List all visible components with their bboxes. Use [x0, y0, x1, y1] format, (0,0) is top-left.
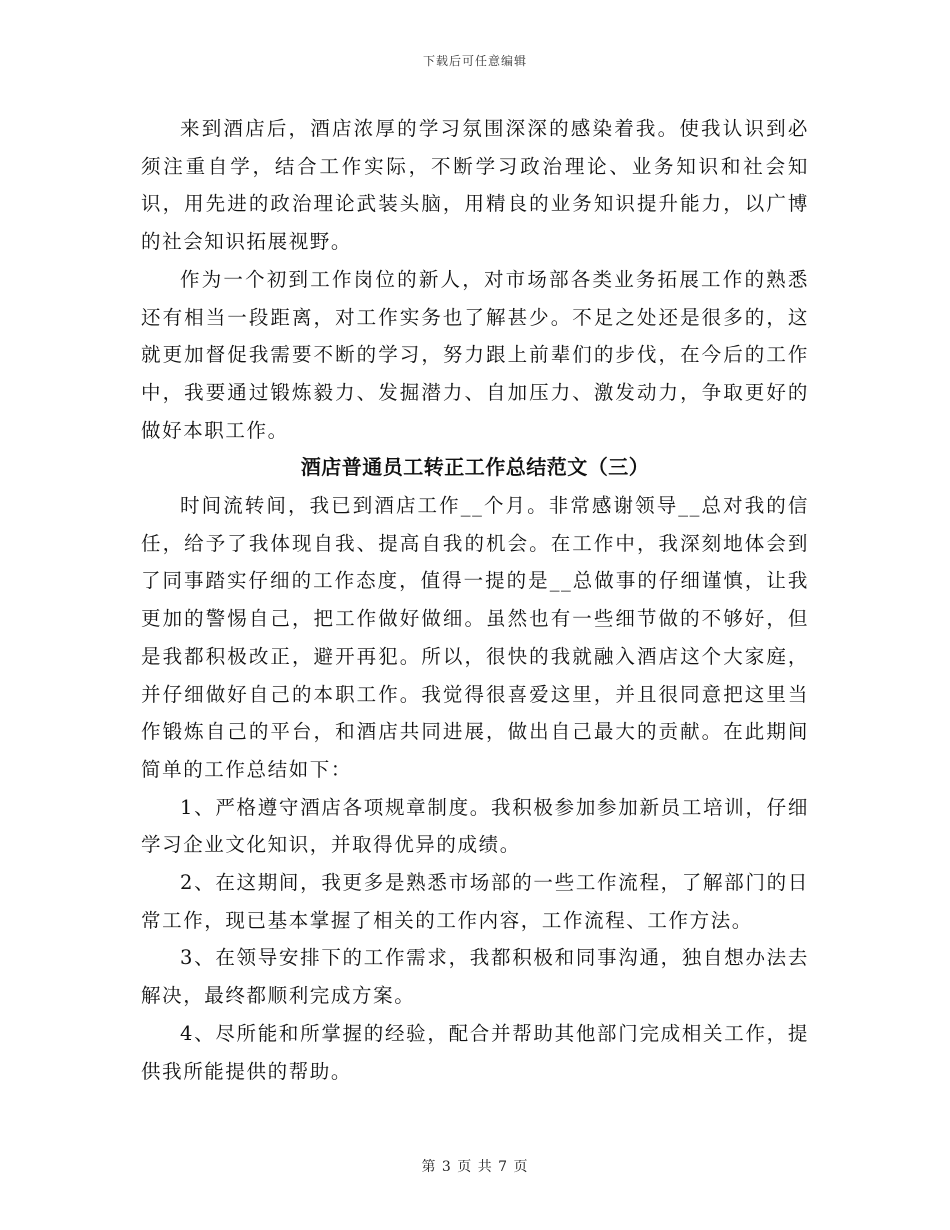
list-item-teamwork: 3、在领导安排下的工作需求，我都积极和同事沟通，独自想办法去解决，最终都顺利完成方案。	[141, 946, 809, 1008]
list-item-workflow: 2、在这期间，我更多是熟悉市场部的一些工作流程，了解部门的日常工作，现已基本掌握了相关的工作内容，工作流程、工作方法。	[141, 871, 809, 932]
paragraph-work-summary: 时间流转间，我已到酒店工作__个月。非常感谢领导__总对我的信任，给予了我体现自我、提高自我的机会。在工作中，我深刻地体会到了同事踏实仔细的工作态度，值得一提的是__总做事的仔细谨慎，让我更加的警惕自己，把工作做好做细。虽然也有一些细节做的不够好，但是我都积极改正，避开再犯。所以，很快的我就融入酒店这个大家庭，并仔细做好自己的本职工作。我觉得很喜爱这里，并且很同意把这里当作锻炼自己的平台，和酒店共同进展，做出自己最大的贡献。在此期间简单的工作总结如下：	[141, 494, 809, 781]
document-body	[141, 110, 809, 1090]
page-header: 下载后可任意编辑	[422, 54, 527, 68]
list-item-assist: 4、尽所能和所掌握的经验，配合并帮助其他部门完成相关工作，提供我所能提供的帮助。	[141, 1021, 809, 1083]
section-title: 酒店普通员工转正工作总结范文（三）	[300, 455, 650, 480]
paragraph-new-employee: 作为一个初到工作岗位的新人，对市场部各类业务拓展工作的熟悉还有相当一段距离，对工作实务也了解甚少。不足之处还是很多的，这就更加督促我需要不断的学习，努力跟上前辈们的步伐，在今后的工作中，我要通过锻炼毅力、发掘潜力、自加压力、激发动力，争取更好的做好本职工作。	[141, 267, 809, 442]
paragraph-study-atmosphere: 来到酒店后，酒店浓厚的学习氛围深深的感染着我。使我认识到必须注重自学，结合工作实际，不断学习政治理论、业务知识和社会知识，用先进的政治理论武装头脑，用精良的业务知识提升能力，以广博的社会知识拓展视野。	[141, 117, 809, 254]
list-item-rules: 1、严格遵守酒店各项规章制度。我积极参加参加新员工培训，仔细学习企业文化知识，并取得优异的成绩。	[141, 795, 809, 857]
page-footer: 第 3 页 共 7 页	[421, 1159, 529, 1175]
